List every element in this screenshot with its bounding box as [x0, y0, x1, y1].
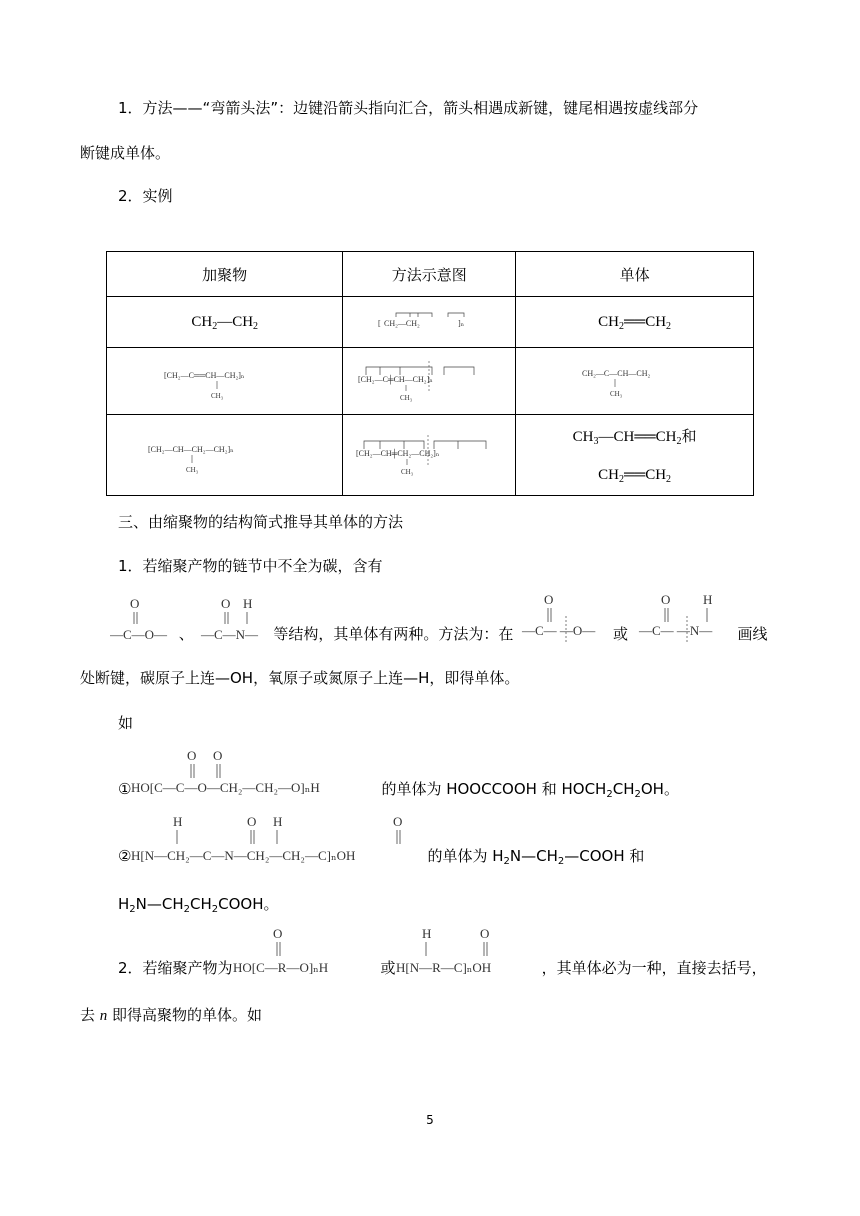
svg-text:CH₃: CH₃: [210, 392, 223, 400]
svg-text:H[N—R—C]ₙOH: H[N—R—C]ₙOH: [395, 960, 491, 975]
svg-text:HO[C—R—O]ₙH: HO[C—R—O]ₙH: [232, 960, 328, 975]
svg-text:O: O: [247, 814, 257, 829]
method-diagram-3: [354, 433, 504, 477]
example-2-number: ②: [118, 846, 132, 865]
amide-cut-diagram: [633, 594, 733, 646]
cell-method-2: [343, 348, 516, 415]
example-2-line2: $H_2N—CH_2CH_2COOH$。: [118, 895, 279, 915]
svg-text:CH₃: CH₃: [185, 466, 198, 474]
paragraph-s1-line2: 处断键，碳原子上连—OH，氧原子或氮原子上连—H，即得单体。: [80, 669, 520, 687]
table-header-row: [107, 252, 754, 297]
cell-polymer-2: [107, 348, 343, 415]
svg-text:—C—O—: —C—O—: [110, 627, 168, 642]
ester-group-diagram: [110, 594, 174, 646]
svg-text:CH₃: CH₃: [401, 468, 414, 476]
cell-method-1: [343, 297, 516, 348]
s2-text-b: ，其单体必为一种，直接去括号，: [541, 958, 767, 977]
example-1-polymer-diagram: [131, 746, 381, 800]
svg-text:H: H: [273, 814, 283, 829]
header-monomer: 单体: [516, 252, 754, 297]
table-row: [107, 297, 754, 348]
method-diagram-2: [354, 359, 504, 403]
svg-text:H: H: [242, 596, 252, 611]
svg-text:HO[C—C—O—CH₂—CH₂—O]ₙH: HO[C—C—O—CH₂—CH₂—O]ₙH: [131, 780, 321, 795]
svg-text:O: O: [660, 594, 671, 607]
example-1-text: 的单体为 HOOCCOOH 和 $HOCH_2CH_2OH$。: [381, 779, 679, 800]
paragraph-method-line1: 1．方法——“弯箭头法”：边键沿箭头指向汇合，箭头相遇成新键，键尾相遇按虚线部分: [118, 99, 699, 117]
svg-text:O: O: [272, 926, 282, 941]
cell-monomer-3: [516, 415, 754, 496]
structure-separator: 、: [178, 624, 194, 643]
header-method: 方法示意图: [343, 252, 516, 297]
monomer-3-line2: $CH_2══CH_2$: [598, 466, 672, 485]
svg-text:[CH₂—CH╪CH₂—CH₂]ₙ: [CH₂—CH╪CH₂—CH₂]ₙ: [356, 449, 440, 458]
svg-text:[CH₂—C══CH—CH₂]ₙ: [CH₂—C══CH—CH₂]ₙ: [163, 371, 245, 380]
page-number: 5: [426, 1113, 434, 1127]
svg-text:CH₂—CH₂: CH₂—CH₂: [384, 319, 421, 328]
paragraph-s2: [118, 924, 767, 980]
example-table: [106, 251, 754, 496]
monomer-diagram-2: [580, 361, 690, 401]
svg-text:O: O: [393, 814, 403, 829]
svg-text:O: O: [220, 596, 230, 611]
svg-text:O: O: [187, 748, 197, 763]
structure-end: 画线: [737, 624, 768, 643]
svg-text:CH₃: CH₃: [400, 394, 413, 402]
table-row: [107, 348, 754, 415]
cell-polymer-1: $CH_2—CH_2$: [107, 297, 343, 348]
svg-text:H[N—CH₂—C—N—CH₂—CH₂—C]ₙOH: H[N—CH₂—C—N—CH₂—CH₂—C]ₙOH: [131, 848, 356, 863]
polymer-diagram-3: [140, 435, 310, 475]
svg-text:—C— —O—: —C— —O—: [522, 623, 596, 638]
paragraph-ru: 如: [118, 714, 134, 732]
polyamide-general-diagram: [396, 924, 542, 980]
svg-text:]ₙ: ]ₙ: [458, 319, 465, 328]
svg-text:[CH₂—C╪CH—CH₂]ₙ: [CH₂—C╪CH—CH₂]ₙ: [358, 375, 433, 384]
example-1-number: ①: [118, 779, 132, 798]
svg-text:H: H: [173, 814, 183, 829]
svg-text:[CH₂—CH—CH₂—CH₂]ₙ: [CH₂—CH—CH₂—CH₂]ₙ: [147, 445, 234, 454]
cell-monomer-2: [516, 348, 754, 415]
svg-text:O: O: [544, 594, 554, 607]
section-heading-3: 三、由缩聚物的结构简式推导其单体的方法: [118, 513, 404, 531]
paragraph-s1-intro: 1．若缩聚产物的链节中不全为碳，含有: [118, 557, 383, 575]
s2-text-a: 2．若缩聚产物为: [118, 958, 233, 977]
monomer-3-line1: $CH_3—CH══CH_2$和: [572, 426, 697, 447]
structure-or: 或: [612, 624, 628, 643]
svg-text:O: O: [479, 926, 489, 941]
example-1: [118, 746, 679, 800]
svg-text:[: [: [378, 319, 381, 328]
svg-text:O: O: [213, 748, 223, 763]
structure-text: 等结构，其单体有两种。方法为：在: [273, 624, 514, 643]
cell-method-3: [343, 415, 516, 496]
svg-text:O: O: [130, 596, 140, 611]
ester-cut-diagram: [518, 594, 608, 646]
method-diagram-1: [374, 309, 484, 335]
paragraph-s2-line2: 去 n 即得高聚物的单体。如: [80, 1006, 263, 1024]
header-polymer: 加聚物: [107, 252, 343, 297]
example-2: [118, 812, 644, 868]
polyester-general-diagram: [233, 924, 381, 980]
amide-group-diagram: [199, 594, 269, 646]
structure-line: [110, 594, 768, 646]
svg-text:—C— —N—: —C— —N—: [638, 623, 713, 638]
cell-monomer-1: $CH_2══CH_2$: [516, 297, 754, 348]
svg-text:CH₂—C—CH—CH₂: CH₂—C—CH—CH₂: [581, 369, 650, 378]
s2-or: 或: [380, 958, 396, 977]
paragraph-examples-heading: 2．实例: [118, 187, 173, 205]
cell-polymer-3: [107, 415, 343, 496]
svg-text:—C—N—: —C—N—: [200, 627, 258, 642]
table-row: [107, 415, 754, 496]
svg-text:CH₃: CH₃: [609, 390, 622, 398]
svg-text:H: H: [421, 926, 431, 941]
example-2-polymer-diagram: [131, 812, 427, 868]
svg-text:H: H: [702, 594, 713, 607]
polymer-diagram-2: [150, 361, 300, 401]
example-2-text: 的单体为 $H_2N—CH_2—COOH$ 和: [427, 846, 645, 867]
paragraph-method-line2: 断键成单体。: [80, 144, 171, 162]
